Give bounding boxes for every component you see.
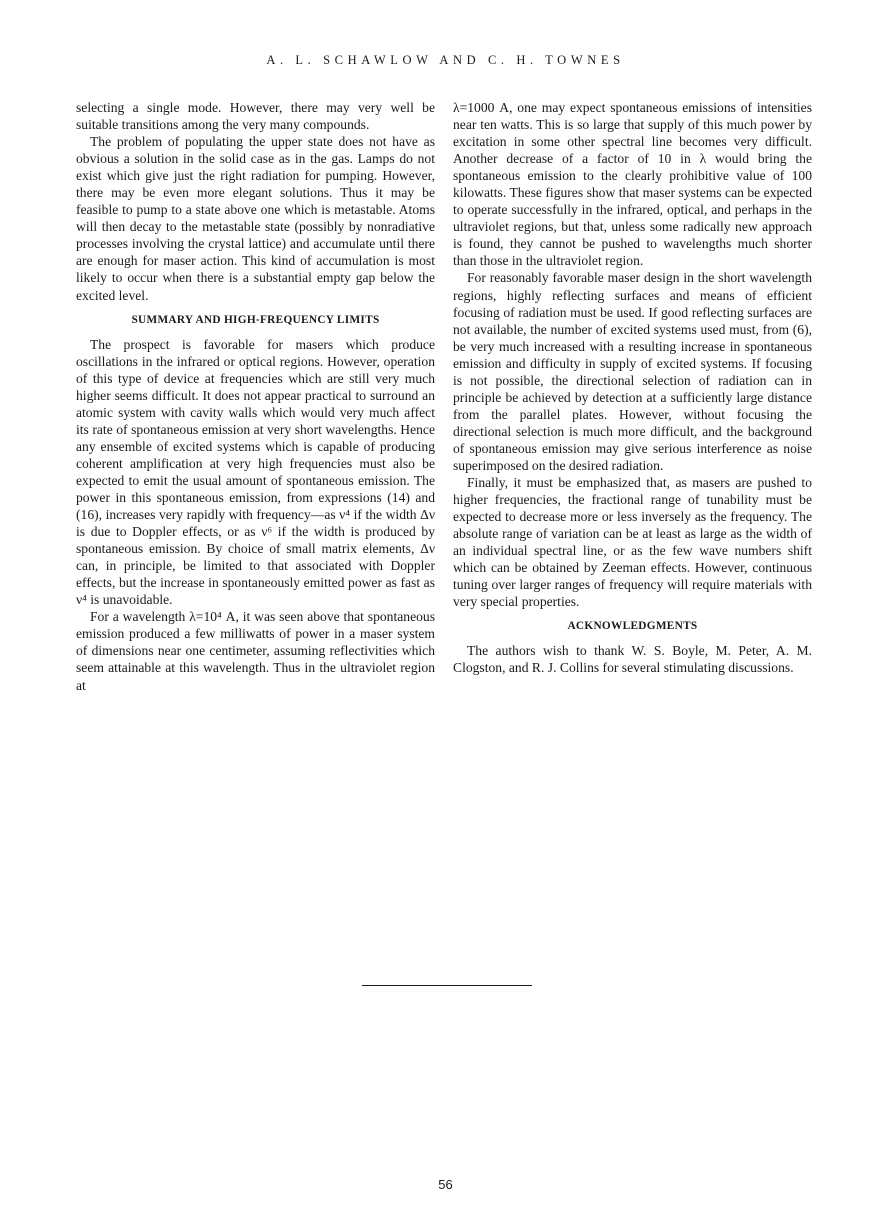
left-paragraph-2: The problem of populating the upper state does not have as obvious a solution in the solid case as in the gas. Lamps do not exist which give just the right radiation for pumping. However, there may be even more elegant solutions. Thus it may be feasible to pump to a state above one which is metastable. Atoms will then decay to the metastable state (possibly by nonradiative processes involving the crystal lattice) and accumulate until there are enough for maser action. This kind of accumulation is most likely to occur when there is a substantial empty gap below the excited level. <box>76 134 435 303</box>
left-paragraph-3: The prospect is favorable for masers which produce oscillations in the infrared or optical regions. However, operation of this type of device at frequencies which are still very much higher seems difficult. It does not appear practical to surround an atomic system with cavity walls which would very much affect its rate of spontaneous emission at very short wavelengths. Hence any ensemble of excited systems which is capable of producing coherent amplification at very high frequencies must also be expected to emit the usual amount of spontaneous emission. The power in this spontaneous emission, from expressions (14) and (16), increases very rapidly with frequency—as ν⁴ if the width Δν is due to Doppler effects, or as ν⁶ if the width is produced by spontaneous emission. By choice of small matrix elements, Δν can, in principle, be limited to that associated with Doppler effects, but the increase in spontaneously emitted power as fast as ν⁴ is unavoidable. <box>76 336 435 608</box>
right-paragraph-1: λ=1000 A, one may expect spontaneous emissions of intensities near ten watts. This is so large that supply of this much power by excitation in some other spectral line becomes very difficult. Another decrease of a factor of 10 in λ would bring the spontaneous emission to the clearly prohibitive value of 100 kilowatts. These figures show that maser systems can be expected to operate successfully in the infrared, optical, and perhaps in the ultraviolet regions, but that, unless some radically new approach is found, they cannot be pushed to wavelengths much shorter than those in the ultraviolet region. <box>453 100 812 269</box>
left-paragraph-4: For a wavelength λ=10⁴ A, it was seen above that spontaneous emission produced a few milliwatts of power in a maser system of dimensions near one centimeter, assuming reflectivities which seem attainable at this wavelength. Thus in the ultraviolet region at <box>76 609 435 693</box>
section-heading-acknowledgments: ACKNOWLEDGMENTS <box>567 620 698 633</box>
running-head: A. L. SCHAWLOW AND C. H. TOWNES <box>266 53 625 67</box>
right-paragraph-4: The authors wish to thank W. S. Boyle, M. Peter, A. M. Clogston, and R. J. Collins for several stimulating discussions. <box>453 643 812 676</box>
page-number: 56 <box>438 1177 453 1192</box>
right-paragraph-3: Finally, it must be emphasized that, as masers are pushed to higher frequencies, the fractional range of tunability must be expected to decrease more or less inversely as the frequency. The absolute range of variation can be at least as large as the width of an individual spectral line, or as the few wave numbers shift which can be obtained by Zeeman effects. However, continuous tuning over larger ranges of frequency will require materials with very special properties. <box>453 475 812 610</box>
left-paragraph-1: selecting a single mode. However, there may very well be suitable transitions among the very many compounds. <box>76 100 435 133</box>
right-paragraph-2: For reasonably favorable maser design in the short wavelength regions, highly reflecting surfaces and means of efficient focusing of radiation must be used. If good reflecting surfaces are not available, the number of excited systems used must, from (6), be very much increased with a resulting increase in spontaneous emission and difficulty in supply of excited systems. If focusing is not possible, the directional selection of radiation can in principle be achieved by detection at a sufficiently large distance from the parallel plates. However, without focusing the directional selection is much more difficult, and the background of spontaneous emission may give serious interference as noise superimposed on the desired radiation. <box>453 270 812 473</box>
section-heading-summary: SUMMARY AND HIGH-FREQUENCY LIMITS <box>131 313 380 326</box>
footnote-rule <box>362 985 532 986</box>
left-column <box>76 99 435 694</box>
right-column <box>453 99 812 677</box>
